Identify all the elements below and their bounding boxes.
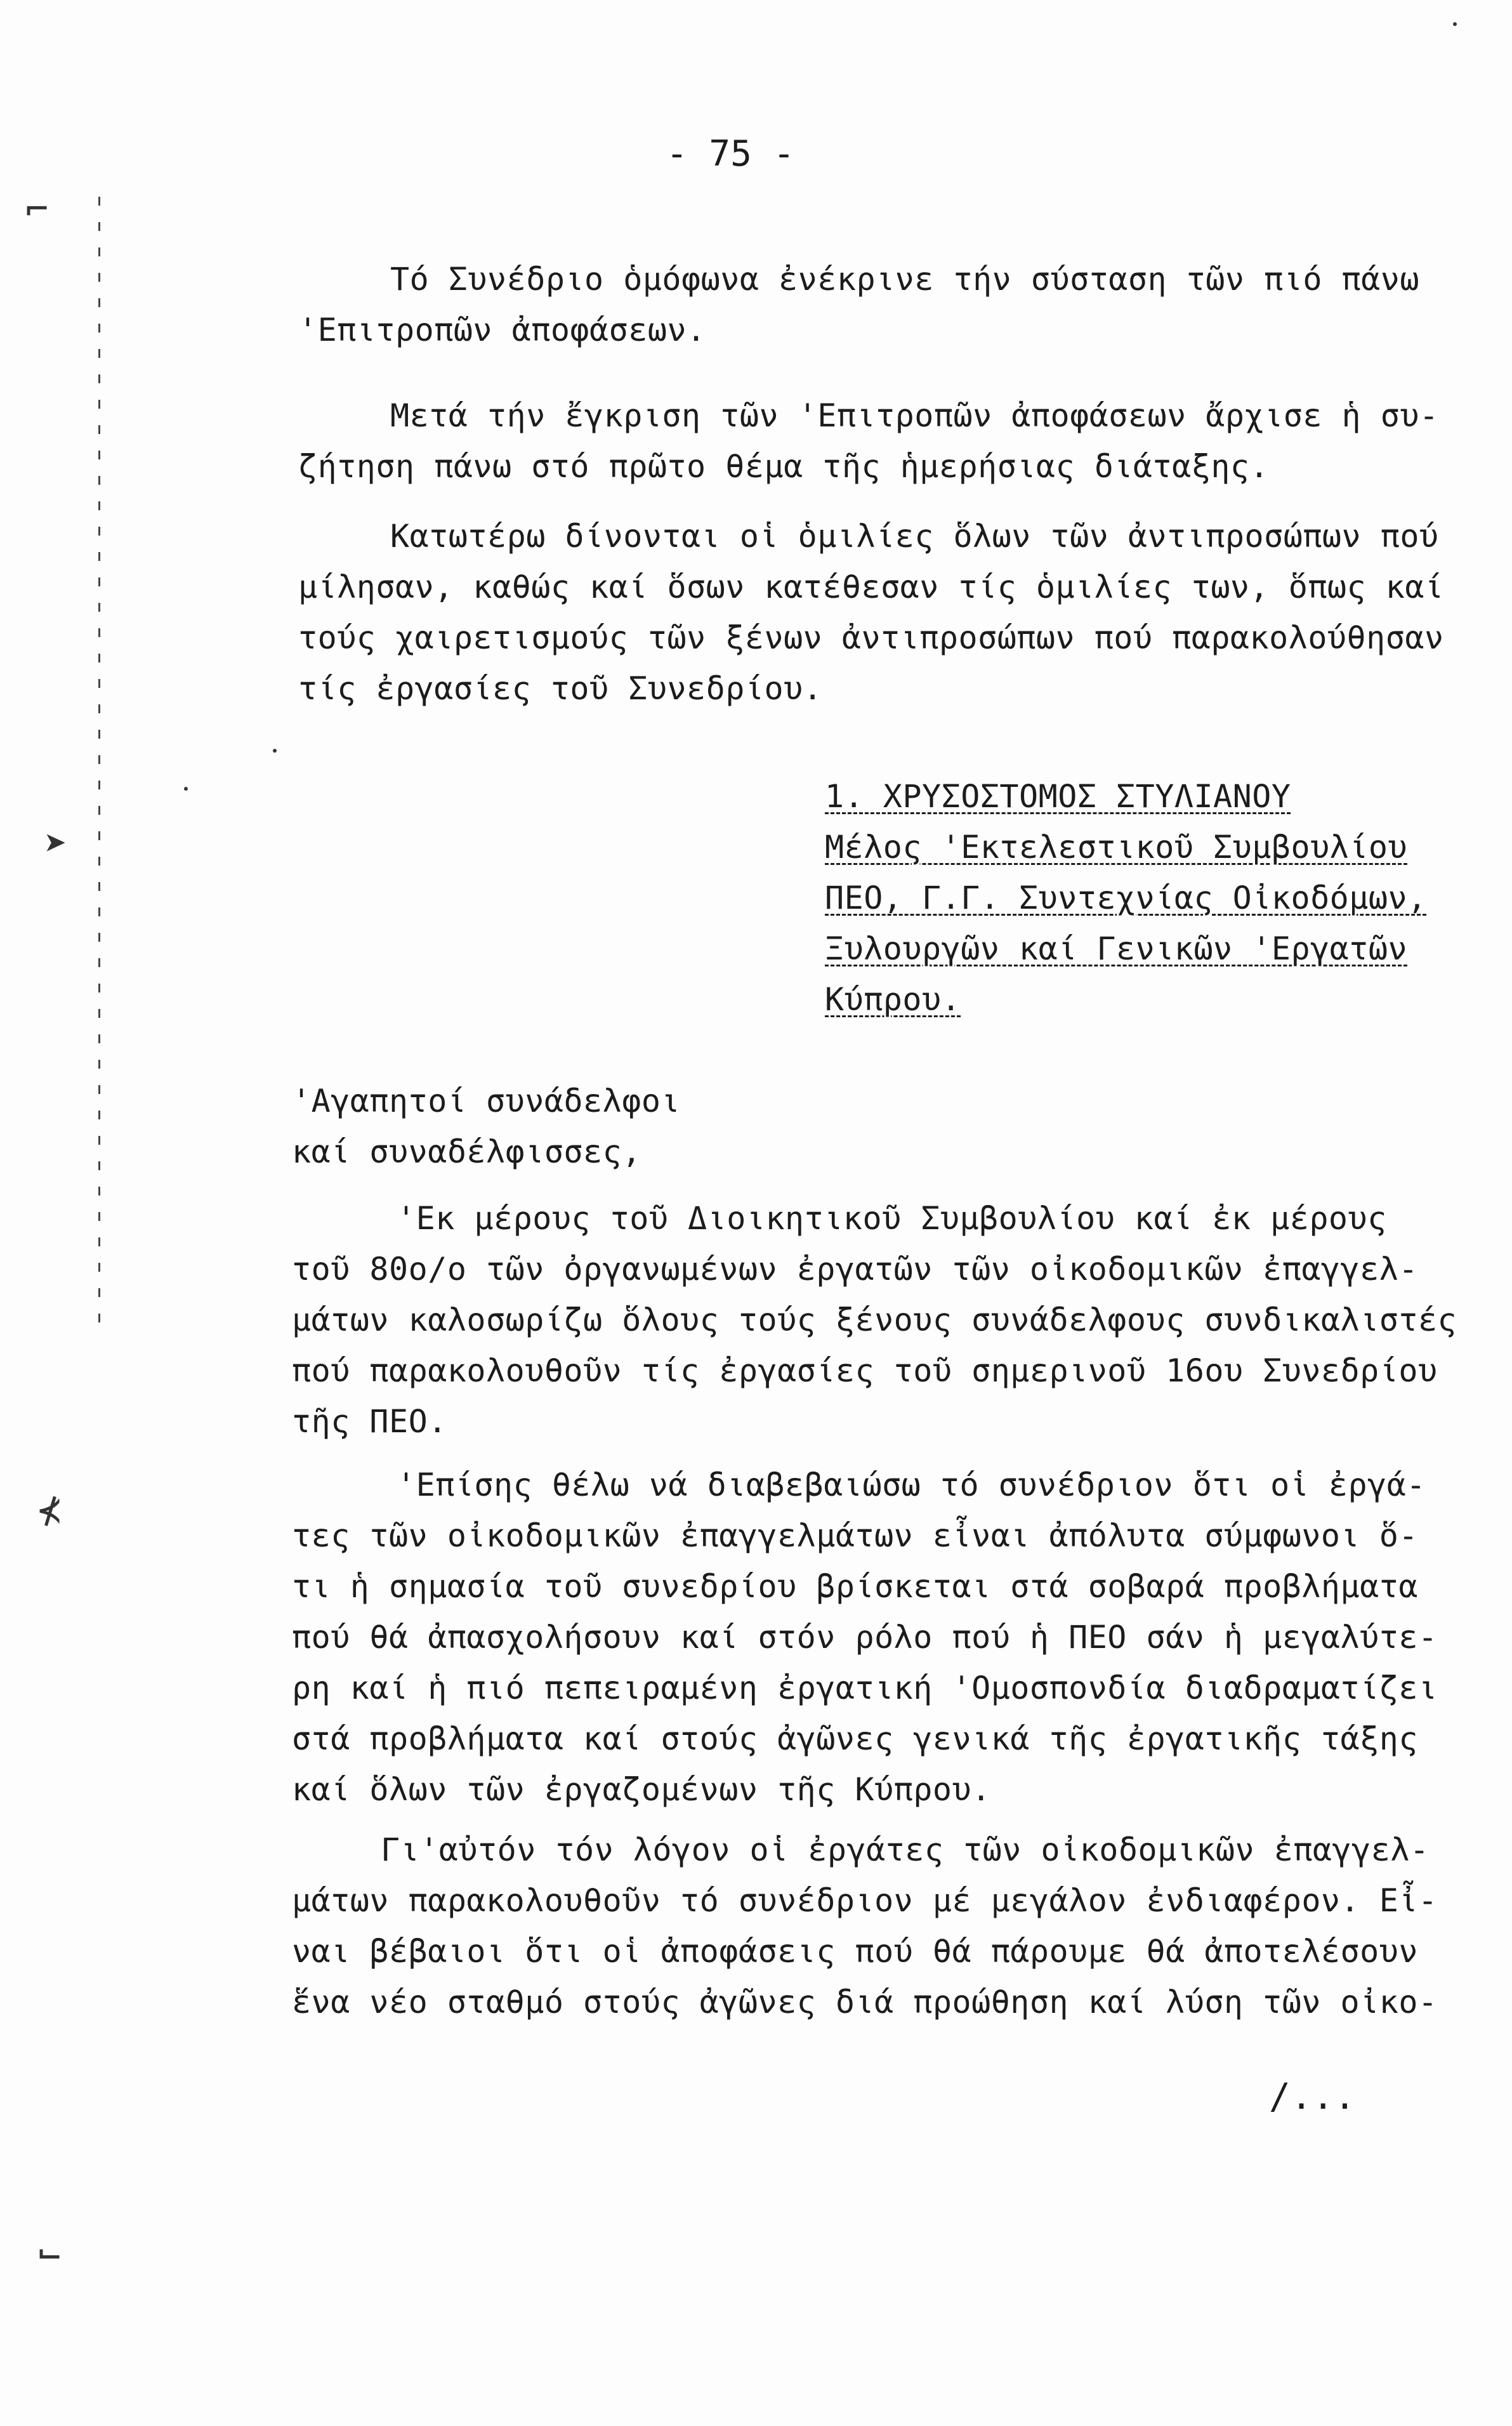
speck xyxy=(273,749,277,753)
greeting-line: καί συναδέλφισσες, xyxy=(292,1133,641,1170)
speaker-title: Μέλος 'Εκτελεστικοῦ Συμβουλίου xyxy=(825,829,1408,866)
speck xyxy=(184,787,188,791)
continuation-marker: /... xyxy=(1269,2076,1356,2118)
text-line: τι ἡ σημασία τοῦ συνεδρίου βρίσκεται στά σοβαρά προβλήματα xyxy=(292,1568,1418,1605)
text-line: τίς ἐργασίες τοῦ Συνεδρίου. xyxy=(298,670,823,707)
text-line: τῆς ΠΕΟ. xyxy=(292,1403,447,1440)
margin-tick-mark: ⌐ xyxy=(25,187,49,232)
margin-dashed-line xyxy=(98,197,100,1339)
text-line: μάτων παρακολουθοῦν τό συνέδριον μέ μεγάλον ἐνδιαφέρον. Εἶ- xyxy=(292,1882,1438,1919)
page-number: - 75 - xyxy=(666,133,795,175)
margin-tick-mark: ⌙ xyxy=(38,2231,62,2275)
text-line: τοῦ 80ο/ο τῶν ὀργανωμένων ἐργατῶν τῶν οἰκοδομικῶν ἐπαγγελ- xyxy=(292,1251,1418,1288)
text-line: μίλησαν, καθώς καί ὅσων κατέθεσαν τίς ὁμιλίες των, ὅπως καί xyxy=(298,569,1444,605)
speaker-title: ΠΕΟ, Γ.Γ. Συντεχνίας Οἰκοδόμων, xyxy=(825,880,1427,916)
text-line: πού παρακολουθοῦν τίς ἐργασίες τοῦ σημερινοῦ 16ου Συνεδρίου xyxy=(292,1352,1438,1389)
speaker-title: Κύπρου. xyxy=(825,981,961,1018)
text-line: 'Εκ μέρους τοῦ Διοικητικοῦ Συμβουλίου καί ἐκ μέρους xyxy=(397,1200,1387,1237)
text-line: τούς χαιρετισμούς τῶν ξένων ἀντιπροσώπων πού παρακολούθησαν xyxy=(298,619,1444,656)
text-line: 'Επιτροπῶν ἀποφάσεων. xyxy=(298,312,706,348)
text-line: ναι βέβαιοι ὅτι οἱ ἀποφάσεις πού θά πάρουμε θά ἀποτελέσουν xyxy=(292,1933,1418,1970)
text-line: ρη καί ἡ πιό πεπειραμένη ἐργατική 'Ομοσπονδία διαδραματίζει xyxy=(292,1670,1438,1706)
text-line: ζήτηση πάνω στό πρῶτο θέμα τῆς ἡμερήσιας διάταξης. xyxy=(298,448,1270,485)
text-line: Γι'αὐτόν τόν λόγον οἱ ἐργάτες τῶν οἰκοδομικῶν ἐπαγγελ- xyxy=(381,1831,1430,1868)
margin-tick-mark: ⊀ xyxy=(38,1488,62,1533)
text-line: Μετά τήν ἔγκριση τῶν 'Επιτροπῶν ἀποφάσεων ἄρχισε ἡ συ- xyxy=(390,397,1439,434)
speaker-title: Ξυλουργῶν καί Γενικῶν 'Εργατῶν xyxy=(825,930,1408,967)
text-line: ἕνα νέο σταθμό στούς ἀγῶνες διά προώθηση καί λύση τῶν οἰκο- xyxy=(292,1984,1438,2021)
speaker-heading: 1. ΧΡΥΣΟΣΤΟΜΟΣ ΣΤΥΛΙΑΝΟΥ xyxy=(825,778,1291,815)
margin-arrow-mark: ➤ xyxy=(44,822,68,866)
text-line: πού θά ἀπασχολήσουν καί στόν ρόλο πού ἡ ΠΕΟ σάν ἡ μεγαλύτε- xyxy=(292,1619,1438,1656)
text-line: καί ὅλων τῶν ἐργαζομένων τῆς Κύπρου. xyxy=(292,1771,991,1808)
text-line: μάτων καλοσωρίζω ὅλους τούς ξένους συνάδελφους συνδικαλιστές xyxy=(292,1302,1457,1338)
text-line: 'Επίσης θέλω νά διαβεβαιώσω τό συνέδριον ὅτι οἱ ἐργά- xyxy=(397,1467,1426,1503)
text-line: Τό Συνέδριο ὁμόφωνα ἐνέκρινε τήν σύσταση τῶν πιό πάνω xyxy=(390,261,1419,298)
text-line: στά προβλήματα καί στούς ἀγῶνες γενικά τῆς ἐργατικῆς τάξης xyxy=(292,1720,1418,1757)
text-line: τες τῶν οἰκοδομικῶν ἐπαγγελμάτων εἶναι ἀπόλυτα σύμφωνοι ὅ- xyxy=(292,1517,1418,1554)
speck xyxy=(1453,22,1457,26)
greeting-line: 'Αγαπητοί συνάδελφοι xyxy=(292,1083,681,1119)
text-line: Κατωτέρω δίνονται οἱ ὁμιλίες ὅλων τῶν ἀντιπροσώπων πού xyxy=(390,518,1439,555)
